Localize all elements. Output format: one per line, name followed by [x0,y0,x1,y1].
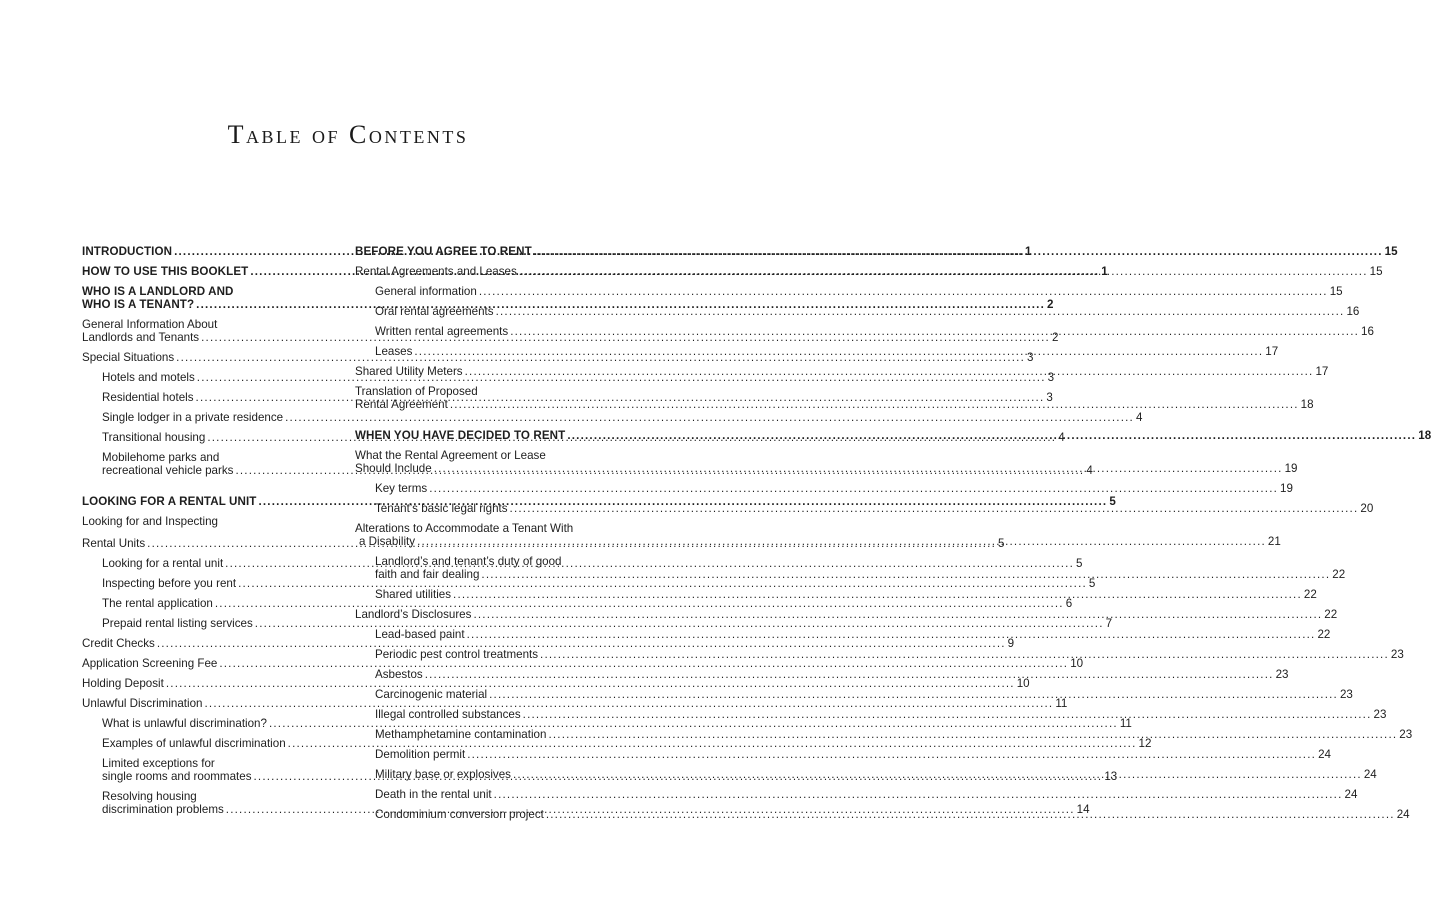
toc-page-number: 15 [1384,245,1398,258]
toc-subentry[interactable] [355,325,1374,338]
toc-entry-title: Examples of unlawful discrimination [102,737,286,750]
toc-entry-title: Inspecting before you rent [102,577,237,590]
dot-leader [473,608,1322,621]
toc-page-number: 24 [1344,788,1358,801]
toc-entry-line [102,597,1073,610]
toc-page-number: 14 [1076,803,1090,816]
dot-leader [513,768,1362,781]
toc-page-number: 22 [1317,628,1331,641]
toc-entry-title: Residential hotels [102,391,194,404]
toc-entry-title: Unlawful Discrimination [82,697,203,710]
toc-entry-title-line: General Information About [82,318,218,331]
toc-page-number: 19 [1284,462,1298,475]
toc-entry-title: Special Situations [82,351,175,364]
toc-entry-title: Leases [375,345,413,358]
toc-entry[interactable] [355,365,1329,378]
dot-leader [546,808,1395,821]
toc-entry-line [355,265,1383,278]
toc-page-number: 23 [1373,708,1387,721]
toc-entry-line [375,305,1360,318]
toc-entry-line [355,398,1314,411]
dot-leader [510,325,1359,338]
toc-subentry[interactable] [355,728,1413,741]
toc-entry-title: Should Include [355,462,432,475]
toc-page-number: 24 [1363,768,1377,781]
toc-entry-title: HOW TO USE THIS BOOKLET [82,265,249,278]
toc-entry-line [82,677,1030,690]
toc-subentry[interactable] [82,577,1096,590]
toc-entry-line [355,365,1329,378]
toc-page-number: 13 [1104,770,1118,783]
toc-page-number: 16 [1361,325,1374,338]
dot-leader [450,398,1299,411]
toc-page-number: 1 [1024,245,1032,258]
toc-page-number: 23 [1339,688,1353,701]
dot-leader [523,708,1372,721]
toc-entry-line [375,728,1413,741]
toc-entry-title: Prepaid rental listing services [102,617,253,630]
dot-leader [467,748,1316,761]
toc-page-number: 23 [1399,728,1413,741]
toc-page-number: 23 [1390,648,1404,661]
toc-page-number: 9 [1007,637,1015,650]
toc-entry-title: recreational vehicle parks [102,464,234,477]
toc-entry-title: WHEN YOU HAVE DECIDED TO RENT [355,429,566,442]
toc-page-number: 17 [1265,345,1279,358]
toc-entry-title: Transitional housing [102,431,206,444]
toc-entry[interactable] [355,385,1314,411]
toc-entry-title: Single lodger in a private residence [102,411,284,424]
toc-page-number: 2 [1047,298,1054,311]
toc-subentry[interactable] [355,788,1358,801]
toc-entry-line [375,568,1346,581]
toc-entry-title: discrimination problems [102,803,224,816]
toc-subentry[interactable] [82,717,1132,730]
toc-entry-line [355,429,1431,442]
toc-page-number: 5 [1076,557,1083,570]
toc-entry[interactable] [355,265,1383,278]
toc-entry-line [375,648,1404,661]
toc-entry-line [375,628,1331,641]
toc-subentry[interactable] [82,737,1152,750]
dot-leader [567,429,1416,442]
toc-entry-title: Rental Units [82,537,146,550]
toc-entry-title: General information [375,285,477,298]
toc-entry-title-line: Looking for and Inspecting [82,515,219,528]
toc-subentry[interactable] [355,502,1374,515]
toc-page-number: 4 [1135,411,1143,424]
toc-entry-line [102,411,1143,424]
toc-page-number: 4 [1058,431,1065,444]
toc-subentry[interactable] [355,748,1331,761]
toc-entry-line [82,298,1054,311]
toc-entry-line [102,737,1152,750]
dot-leader [534,245,1383,258]
toc-entry-title: Application Screening Fee [82,657,218,670]
dot-leader [496,305,1345,318]
toc-entry-title: a Disability [359,535,416,548]
toc-entry-title: Condominium conversion project [375,808,544,821]
dot-leader [417,535,1266,548]
toc-entry-title: INTRODUCTION [82,245,173,258]
toc-entry[interactable] [82,697,1068,710]
dot-leader [494,788,1343,801]
page-title: Table of Contents [227,120,469,149]
toc-page-number: 2 [1051,331,1059,344]
toc-subentry[interactable] [355,648,1404,661]
toc-entry-line [102,717,1132,730]
toc-entry-title: What is unlawful discrimination? [102,717,267,730]
toc-entry-line [355,245,1398,258]
toc-page-number: 11 [1119,717,1132,730]
toc-entry-title-line: WHO IS A LANDLORD AND [82,285,234,298]
toc-subentry[interactable] [355,628,1331,641]
dot-leader [540,648,1389,661]
toc-entry-title-line: Alterations to Accommodate a Tenant With [355,522,574,535]
toc-entry-title: Tenant’s basic legal rights [375,502,508,515]
toc-entry-line [82,697,1068,710]
toc-page-number: 21 [1267,535,1281,548]
toc-subentry[interactable] [355,345,1279,358]
toc-entry-line [82,495,1116,508]
toc-entry-title: Hotels and motels [102,371,195,384]
toc-entry-title: Rental Agreement [355,398,448,411]
toc-entry-line [375,502,1374,515]
toc-entry-title: Holding Deposit [82,677,164,690]
toc-entry-title: Military base or explosives [375,768,511,781]
toc-page-number: 15 [1369,265,1383,278]
toc-subentry[interactable] [82,597,1073,610]
dot-leader [414,345,1263,358]
dot-leader [429,482,1278,495]
dot-leader [489,688,1338,701]
dot-leader [453,588,1302,601]
toc-entry-title-line: What the Rental Agreement or Lease [355,449,546,462]
toc-page-number: 23 [1275,668,1289,681]
toc-page-number: 3 [1046,391,1053,404]
toc-entry-line [355,462,1298,475]
toc-page-number: 3 [1027,351,1034,364]
dot-leader [425,668,1274,681]
toc-entry-title: single rooms and roommates [102,770,252,783]
toc-entry-title: Landlord’s Disclosures [355,608,472,621]
toc-entry-line [102,577,1096,590]
dot-leader [479,285,1328,298]
toc-entry[interactable] [82,677,1030,690]
toc-page-number: 22 [1303,588,1317,601]
toc-entry-title-line: Resolving housing [102,790,197,803]
toc-subentry[interactable] [355,305,1360,318]
toc-entry-line [375,588,1317,601]
toc-entry-line [82,637,1015,650]
toc-entry-title-line: Mobilehome parks and [102,451,220,464]
toc-entry-line [375,708,1387,721]
toc-entry-title: Oral rental agreements [375,305,494,318]
toc-subentry[interactable] [355,555,1346,581]
toc-entry-title: Looking for a rental unit [102,557,224,570]
toc-page-number: 22 [1332,568,1346,581]
toc-page-number: 3 [1047,371,1055,384]
toc-page-number: 19 [1280,482,1293,495]
toc-entry-line [375,668,1289,681]
toc-entry[interactable] [82,637,1015,650]
toc-subentry[interactable] [355,668,1289,681]
toc-page-number: 22 [1324,608,1338,621]
toc-entry-title: Periodic pest control treatments [375,648,539,661]
toc-entry-title: Asbestos [375,668,423,681]
toc-entry-title: Demolition permit [375,748,466,761]
toc-entry-line [375,688,1353,701]
toc-entry-title: Methamphetamine contamination [375,728,547,741]
toc-entry-title: Rental Agreements and Leases [355,265,517,278]
toc-page-number: 10 [1016,677,1030,690]
toc-entry-title: Shared utilities [375,588,452,601]
toc-page-number: 15 [1329,285,1343,298]
toc-page-number: 24 [1396,808,1410,821]
toc-entry-title: Lead-based paint [375,628,465,641]
toc-entry-title: Credit Checks [82,637,155,650]
toc-page-number: 12 [1138,737,1152,750]
toc-entry-title: Death in the rental unit [375,788,492,801]
toc-entry[interactable] [355,522,1281,548]
toc-entry[interactable] [82,495,1116,508]
toc-entry-title: The rental application [102,597,213,610]
toc-page-number: 11 [1055,697,1068,710]
toc-entry-title: WHO IS A TENANT? [82,298,195,311]
toc-page-number: 18 [1300,398,1314,411]
toc-page-number: 10 [1070,657,1084,670]
toc-entry-line [82,657,1084,670]
toc-entry-title: Landlords and Tenants [82,331,200,344]
toc-page-number: 20 [1360,502,1374,515]
toc-page-number: 17 [1315,365,1329,378]
toc-entry[interactable] [82,657,1084,670]
toc-entry-title: Shared Utility Meters [355,365,463,378]
toc-subentry[interactable] [355,688,1353,701]
dot-leader [467,628,1316,641]
toc-entry-line [375,748,1331,761]
toc-entry-title: Written rental agreements [375,325,509,338]
toc-entry[interactable] [355,429,1431,442]
toc-entry-line [375,345,1279,358]
toc-entry[interactable] [355,608,1338,621]
toc-page-number: 5 [1109,495,1116,508]
toc-subentry[interactable] [355,708,1387,721]
toc-entry-title: Key terms [375,482,428,495]
toc-entry-title-line: Translation of Proposed [355,385,478,398]
toc-entry-line [375,482,1293,495]
toc-page-number: 5 [1088,577,1096,590]
dot-leader [481,568,1330,581]
dot-leader [465,365,1314,378]
toc-entry-title-line: Landlord’s and tenant’s duty of good [375,555,562,568]
dot-leader [548,728,1397,741]
toc-entry-line [375,325,1374,338]
toc-page-number: 1 [1101,265,1108,278]
toc-subentry[interactable] [355,588,1317,601]
toc-entry[interactable] [355,245,1398,258]
toc-entry-line [355,535,1281,548]
toc-entry-line [375,788,1358,801]
dot-leader [510,502,1359,515]
toc-page-number: 16 [1346,305,1360,318]
dot-leader [434,462,1283,475]
toc-page-number: 24 [1318,748,1331,761]
toc-entry-title: faith and fair dealing [375,568,480,581]
dot-leader [519,265,1368,278]
toc-subentry[interactable] [82,617,1113,630]
toc-entry-title: Carcinogenic material [375,688,488,701]
toc-page-number: 6 [1065,597,1073,610]
toc-page-number: 4 [1086,464,1093,477]
toc-subentry[interactable] [355,482,1293,495]
toc-entry-title: BEFORE YOU AGREE TO RENT [355,245,532,258]
toc-entry-title: Illegal controlled substances [375,708,521,721]
toc-entry-line [102,617,1113,630]
toc-entry-line [355,608,1338,621]
toc-entry-line [375,285,1343,298]
toc-entry[interactable] [355,449,1298,475]
toc-entry-title-line: Limited exceptions for [102,757,215,770]
toc-entry-title: LOOKING FOR A RENTAL UNIT [82,495,257,508]
toc-subentry[interactable] [355,285,1343,298]
toc-page-number: 5 [998,537,1005,550]
toc-subentry[interactable] [82,411,1143,424]
toc-page-number: 18 [1418,429,1431,442]
toc-page-number: 7 [1105,617,1113,630]
